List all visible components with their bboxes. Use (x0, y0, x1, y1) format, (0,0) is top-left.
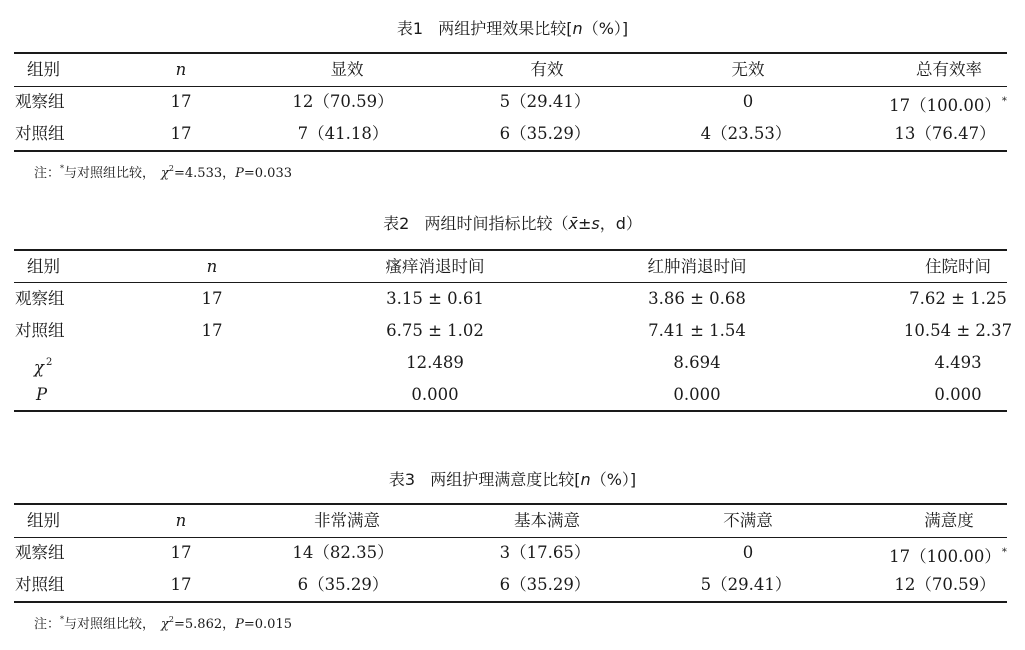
table2-bottom-rule (14, 410, 1007, 412)
table2-p-c1: 0.000 (411, 385, 459, 404)
table3-header-c1: 非常满意 (314, 511, 380, 530)
table2-p-label: P (36, 385, 48, 404)
table2-p-c3: 0.000 (934, 385, 982, 404)
table3-header-c4: 满意度 (924, 511, 974, 530)
table3-note-text: 与对照组比较， (64, 617, 156, 632)
table1-row1-c3: 0 (742, 92, 754, 111)
table1-row1-group: 观察组 (15, 92, 65, 111)
table1-row1-c4-mark: * (1001, 96, 1007, 107)
table3-top-rule (14, 503, 1007, 505)
table3-row1-c1: 14（82.35） (292, 543, 394, 562)
table2-header-group: 组别 (27, 257, 60, 276)
table3-bottom-rule (14, 601, 1007, 603)
table3-note-p-val: =0.015 (243, 617, 292, 632)
table2-header-c2: 红肿消退时间 (647, 257, 747, 276)
table1-note (34, 160, 292, 183)
table2-row1-n: 17 (201, 289, 223, 308)
table1-header-c2: 有效 (530, 60, 564, 79)
table1-note-chi-val: =4.533， (174, 166, 236, 181)
table2-chi-c2: 8.694 (673, 353, 721, 372)
table1-header-c3: 无效 (731, 60, 765, 79)
table3-row1-group: 观察组 (15, 543, 65, 562)
table1-note-text: 与对照组比较， (64, 166, 156, 181)
table3-header-c2: 基本满意 (514, 511, 580, 530)
table1-title (0, 19, 1025, 39)
table3-header-c3: 不满意 (723, 511, 773, 530)
table2-row1-c3: 7.62 ± 1.25 (909, 289, 1007, 308)
table2-title-suffix: ，d） (599, 214, 642, 233)
table1-row2-c3: 4（23.53） (700, 124, 792, 143)
table3-row1-c4 (889, 537, 1007, 569)
table3-title-prefix: 表3 两组护理满意度比较[ (388, 470, 581, 489)
table3-row1-c3: 0 (742, 543, 754, 562)
table1-note-prefix: 注： (34, 166, 61, 181)
table3-header-group: 组别 (27, 511, 60, 530)
table1-title-var: n (572, 19, 583, 38)
table2-row2-n: 17 (201, 321, 223, 340)
table3-row2-n: 17 (170, 575, 192, 594)
chi-square-symbol: χ (34, 358, 44, 377)
table3-note-p: P (235, 617, 244, 632)
table3-row1-c4-value: 17（100.00） (889, 547, 1001, 566)
table1-row1-c4 (889, 86, 1007, 118)
table1-note-mark: * (60, 164, 65, 173)
table2-row2-c1: 6.75 ± 1.02 (386, 321, 484, 340)
table2-header-c3: 住院时间 (925, 257, 991, 276)
table2-row2-c2: 7.41 ± 1.54 (648, 321, 746, 340)
table2-row1-c1: 3.15 ± 0.61 (386, 289, 484, 308)
table3-note-chi-sup: 2 (168, 615, 175, 624)
table3-row1-c2: 3（17.65） (499, 543, 591, 562)
table1-title-suffix: （%）] (582, 19, 629, 38)
table3-title-var: n (580, 470, 591, 489)
table3-row2-c1: 6（35.29） (297, 575, 389, 594)
table1-bottom-rule (14, 150, 1007, 152)
table3-title (0, 470, 1025, 490)
table1-note-p: P (235, 166, 244, 181)
table1-row2-c1: 7（41.18） (297, 124, 389, 143)
table1-top-rule (14, 52, 1007, 54)
table2-header-n: n (206, 257, 218, 276)
table3-row2-c3: 5（29.41） (700, 575, 792, 594)
table2-title-prefix: 表2 两组时间指标比较（ (383, 214, 569, 233)
table1-header-c4: 总有效率 (916, 60, 982, 79)
table2-p-c2: 0.000 (673, 385, 721, 404)
table1-header-group: 组别 (27, 60, 60, 79)
table2-row2-group: 对照组 (15, 321, 65, 340)
table1-header-c1: 显效 (330, 60, 364, 79)
table2-top-rule (14, 249, 1007, 251)
table3-title-suffix: （%）] (590, 470, 637, 489)
table3-note-chi: χ (161, 617, 169, 632)
table2-row1-c2: 3.86 ± 0.68 (648, 289, 746, 308)
table2-header-rule (14, 282, 1007, 283)
table1-row2-c4: 13（76.47） (894, 124, 996, 143)
table2-title-var: x̄±s (568, 214, 600, 233)
table1-row1-c1: 12（70.59） (292, 92, 394, 111)
table1-header-n: n (175, 60, 187, 79)
table1-title-prefix: 表1 两组护理效果比较[ (396, 19, 573, 38)
table2-row2-c3: 10.54 ± 2.37 (903, 321, 1013, 340)
table1-row1-c2: 5（29.41） (499, 92, 591, 111)
table3-row2-c2: 6（35.29） (499, 575, 591, 594)
table3-note-prefix: 注： (34, 617, 61, 632)
chi-square-superscript: 2 (46, 357, 53, 368)
table3-note (34, 611, 292, 634)
table3-row1-c4-mark: * (1001, 547, 1007, 558)
table1-note-chi: χ (161, 166, 169, 181)
table3-note-chi-val: =5.862， (174, 617, 236, 632)
table3-note-mark: * (60, 615, 65, 624)
table2-title (0, 214, 1025, 234)
table2-chi-c1: 12.489 (406, 353, 464, 372)
table2-header-c1: 瘙痒消退时间 (385, 257, 485, 276)
table1-row1-n: 17 (170, 92, 192, 111)
table1-row2-n: 17 (170, 124, 192, 143)
table1-row2-group: 对照组 (15, 124, 65, 143)
table1-row1-c4-value: 17（100.00） (889, 96, 1001, 115)
table3-row2-group: 对照组 (15, 575, 65, 594)
table2-chi-square-label (34, 347, 52, 379)
table1-note-chi-sup: 2 (168, 164, 175, 173)
table2-chi-c3: 4.493 (934, 353, 982, 372)
table3-row2-c4: 12（70.59） (894, 575, 996, 594)
table3-header-n: n (175, 511, 187, 530)
table1-row2-c2: 6（35.29） (499, 124, 591, 143)
table1-note-p-val: =0.033 (243, 166, 292, 181)
table2-row1-group: 观察组 (15, 289, 65, 308)
table3-row1-n: 17 (170, 543, 192, 562)
